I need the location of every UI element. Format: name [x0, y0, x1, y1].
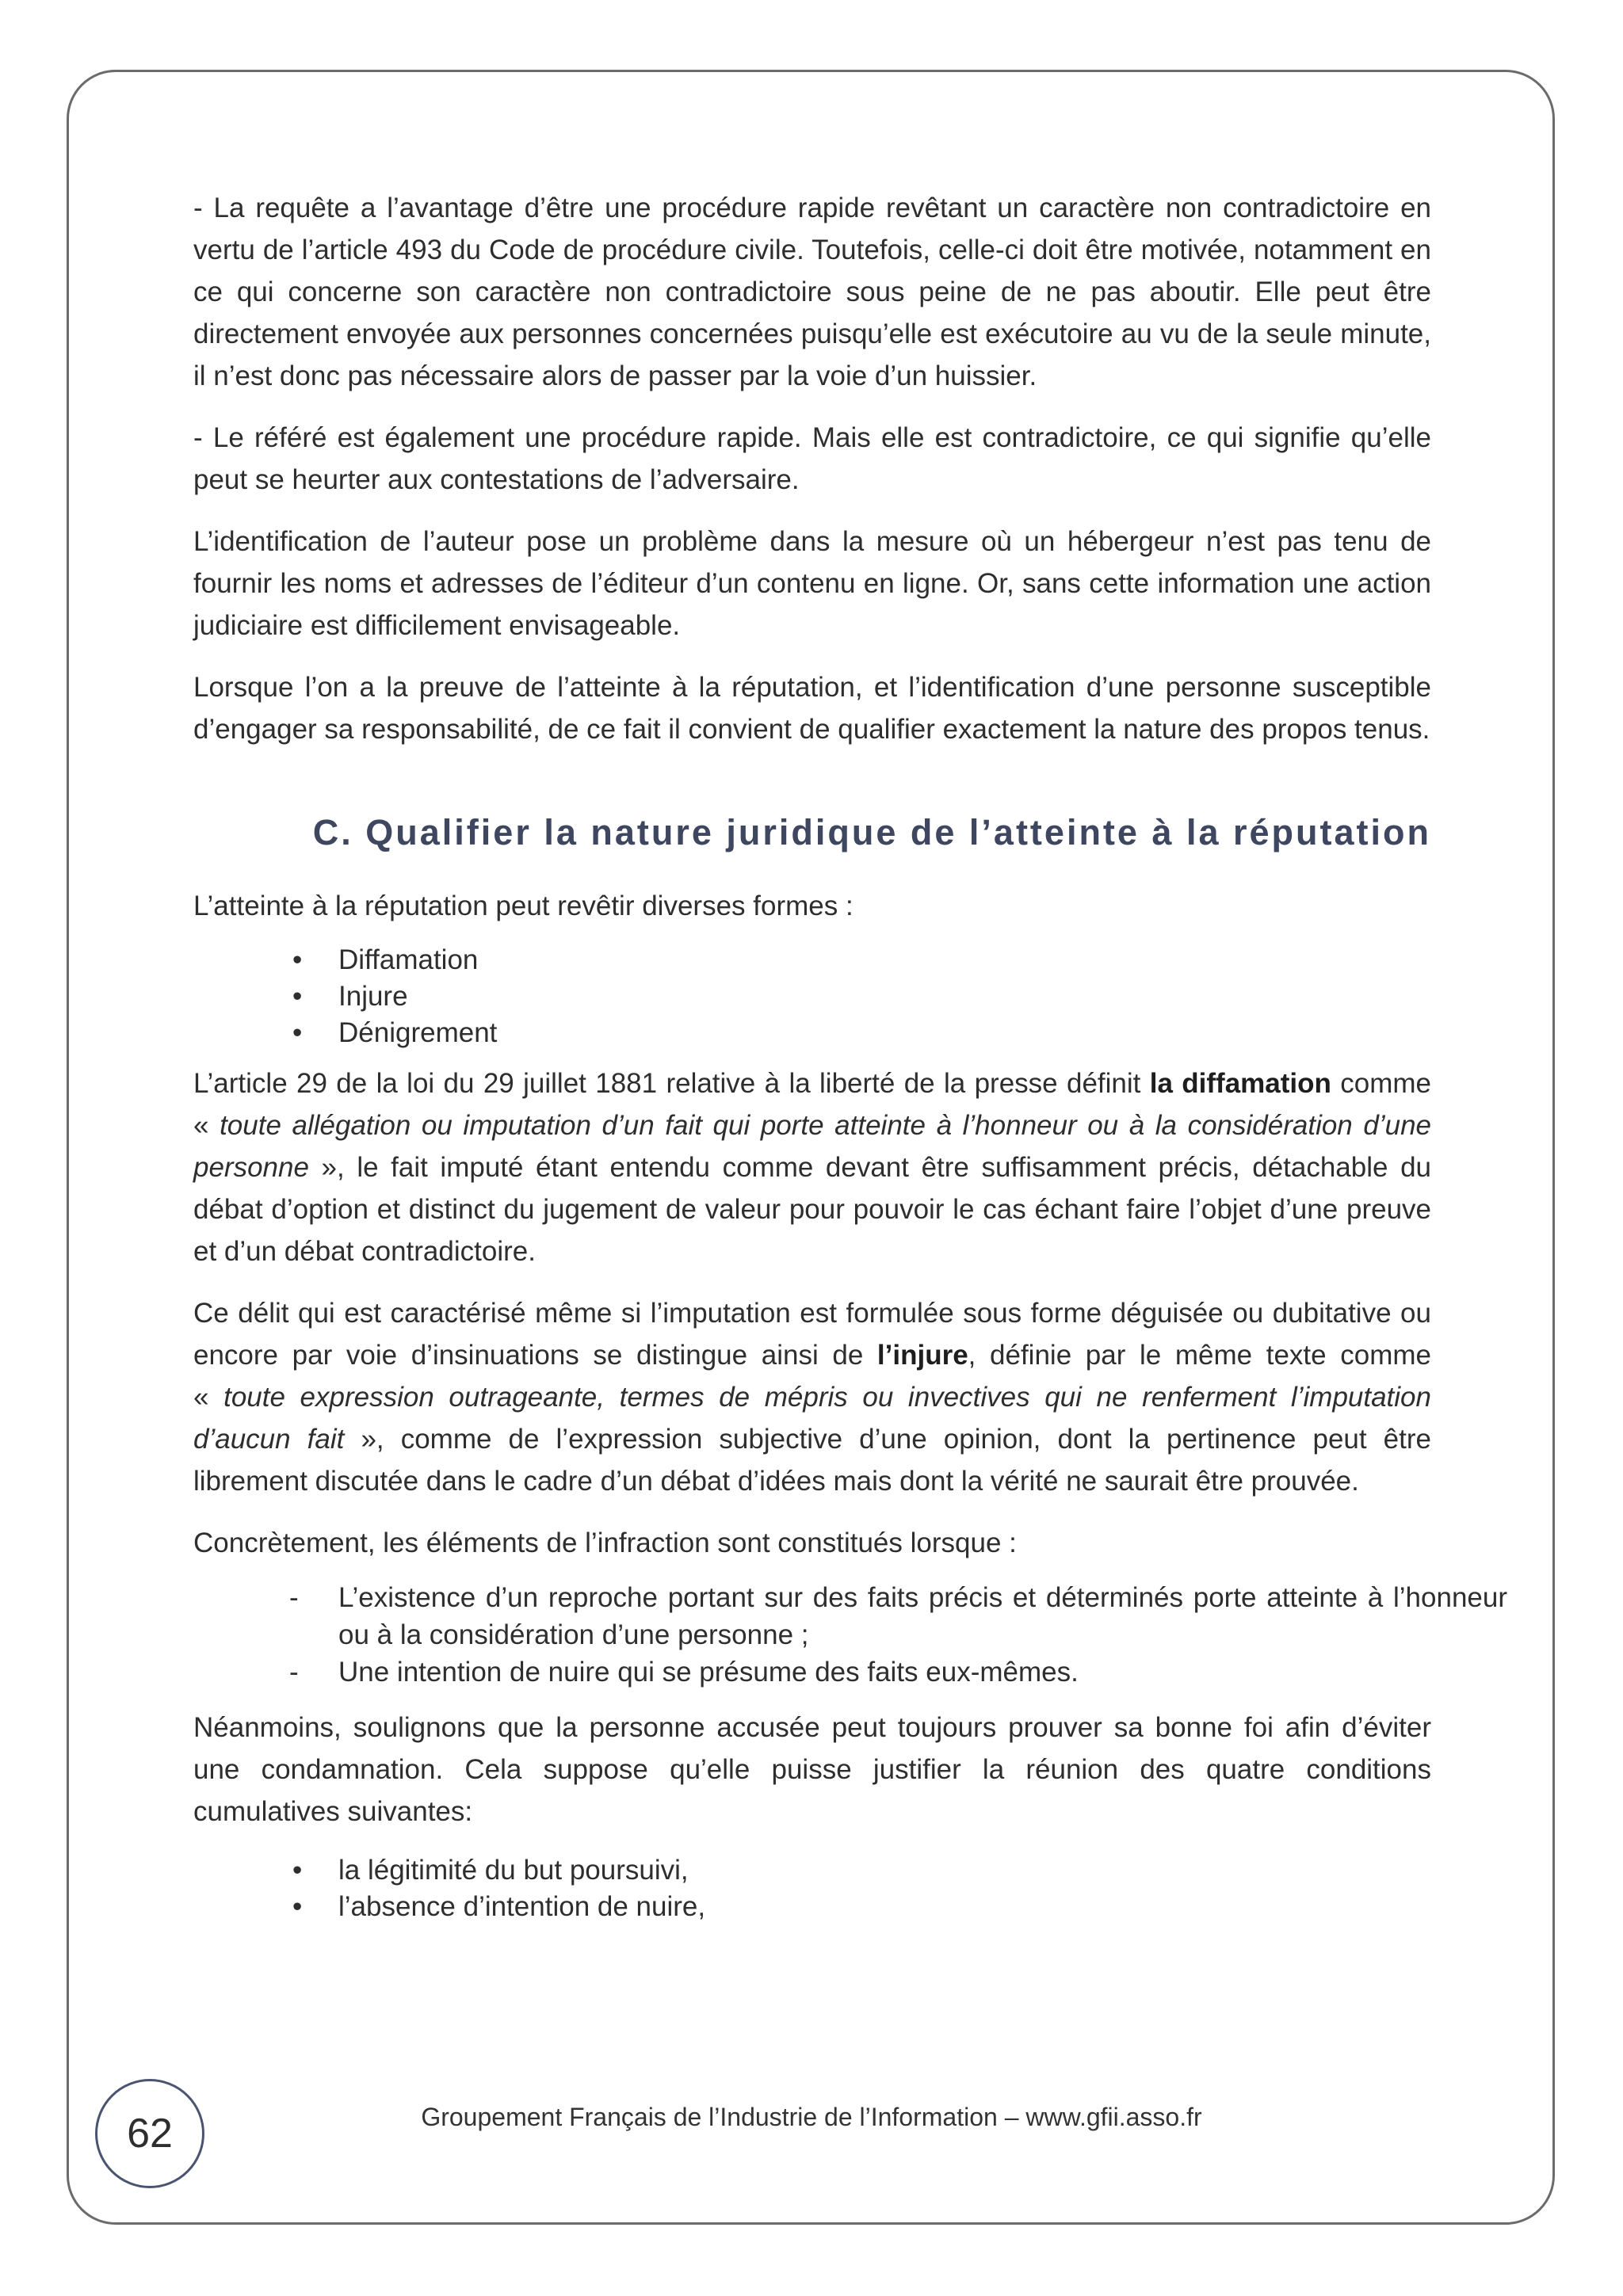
conditions-list: [193, 1852, 1431, 1925]
forms-list: [193, 942, 1431, 1051]
list-item: • Diffamation: [338, 942, 1431, 978]
list-item: - Une intention de nuire qui se présume des faits eux-mêmes.: [289, 1657, 1079, 1688]
elements-list: [193, 1579, 1507, 1691]
term-diffamation: la diffamation: [1149, 1068, 1331, 1099]
text-run: », le fait imputé étant entendu comme devant être suffisamment précis, détachable du débat d’option et distinct du jugement de valeur pour pouvoir le cas échant faire l’objet d’une preuve et d’un débat contradictoire.: [193, 1152, 1431, 1267]
text-run: », comme de l’expression subjective d’une opinion, dont la pertinence peut être librement discutée dans le cadre d’un débat d’idées mais dont la vérité ne saurait être prouvée.: [193, 1424, 1431, 1497]
page-content: [193, 187, 1507, 1936]
paragraph-injure: [193, 1292, 1431, 1502]
section-heading: C. Qualifier la nature juridique de l’atteinte à la réputation: [312, 812, 1431, 852]
text-run: L’article 29 de la loi du 29 juillet 1881 relative à la liberté de la presse définit: [193, 1068, 1150, 1099]
list-item: • la légitimité du but poursuivi,: [338, 1852, 1431, 1889]
paragraph-bonne-foi: Néanmoins, soulignons que la personne accusée peut toujours prouver sa bonne foi afin d’éviter une condamnation. Cela suppose qu’elle puisse justifier la réunion des quatre conditions cumulatives suivantes:: [193, 1712, 1431, 1827]
quote-injure: toute expression outrageante, termes de mépris ou invectives qui ne renferment l’imputation d’aucun fait: [193, 1382, 1431, 1455]
list-item: - L’existence d’un reproche portant sur des faits précis et déterminés porte atteinte à l’honneur ou à la considération d’une personne ;: [289, 1582, 1507, 1650]
list-item-text: Une intention de nuire qui se présume des faits eux-mêmes.: [338, 1657, 1079, 1688]
page-number: 62: [95, 2079, 204, 2188]
list-item: • Injure: [338, 978, 1431, 1015]
paragraph-identification: L’identification de l’auteur pose un problème dans la mesure où un hébergeur n’est pas tenu de fournir les noms et adresses de l’éditeur d’un contenu en ligne. Or, sans cette information une action judiciaire est difficilement envisageable.: [193, 526, 1431, 641]
quote-diffamation: toute allégation ou imputation d’un fait qui porte atteinte à l’honneur ou à la considération d’une personne: [193, 1110, 1431, 1183]
paragraph-refere: - Le référé est également une procédure rapide. Mais elle est contradictoire, ce qui signifie qu’elle peut se heurter aux contestations de l’adversaire.: [193, 422, 1431, 495]
paragraph-preuve: Lorsque l’on a la preuve de l’atteinte à la réputation, et l’identification d’une personne susceptible d’engager sa responsabilité, de ce fait il convient de qualifier exactement la nature des propos tenus.: [193, 672, 1431, 745]
text-run: comme «: [193, 1068, 1432, 1141]
paragraph-elements-intro: Concrètement, les éléments de l’infraction sont constitués lorsque :: [193, 1527, 1017, 1558]
list-item: • Dénigrement: [338, 1015, 1431, 1051]
paragraph-diffamation: [193, 1062, 1431, 1272]
list-item-text: L’existence d’un reproche portant sur des faits précis et déterminés porte atteinte à l’honneur ou à la considération d’une personne ;: [338, 1582, 1507, 1650]
footer-text: Groupement Français de l’Industrie de l’Information – www.gfii.asso.fr: [421, 2103, 1202, 2131]
paragraph-forms-intro: L’atteinte à la réputation peut revêtir diverses formes :: [193, 891, 854, 921]
text-run: , définie par le même texte comme «: [193, 1340, 1431, 1413]
text-run: Ce délit qui est caractérisé même si l’imputation est formulée sous forme déguisée ou dubitative ou encore par voie d’insinuations se distingue ainsi de: [193, 1298, 1431, 1371]
list-item: • l’absence d’intention de nuire,: [338, 1889, 1431, 1925]
term-injure: l’injure: [876, 1340, 968, 1371]
paragraph-requete: - La requête a l’avantage d’être une procédure rapide revêtant un caractère non contradictoire en vertu de l’article 493 du Code de procédure civile. Toutefois, celle-ci doit être motivée, notamment en ce qui concerne son caractère non contradictoire sous peine de ne pas aboutir. Elle peut être directement envoyée aux personnes concernées puisqu’elle est exécutoire au vu de la seule minute, il n’est donc pas nécessaire alors de passer par la voie d’un huissier.: [193, 193, 1431, 391]
